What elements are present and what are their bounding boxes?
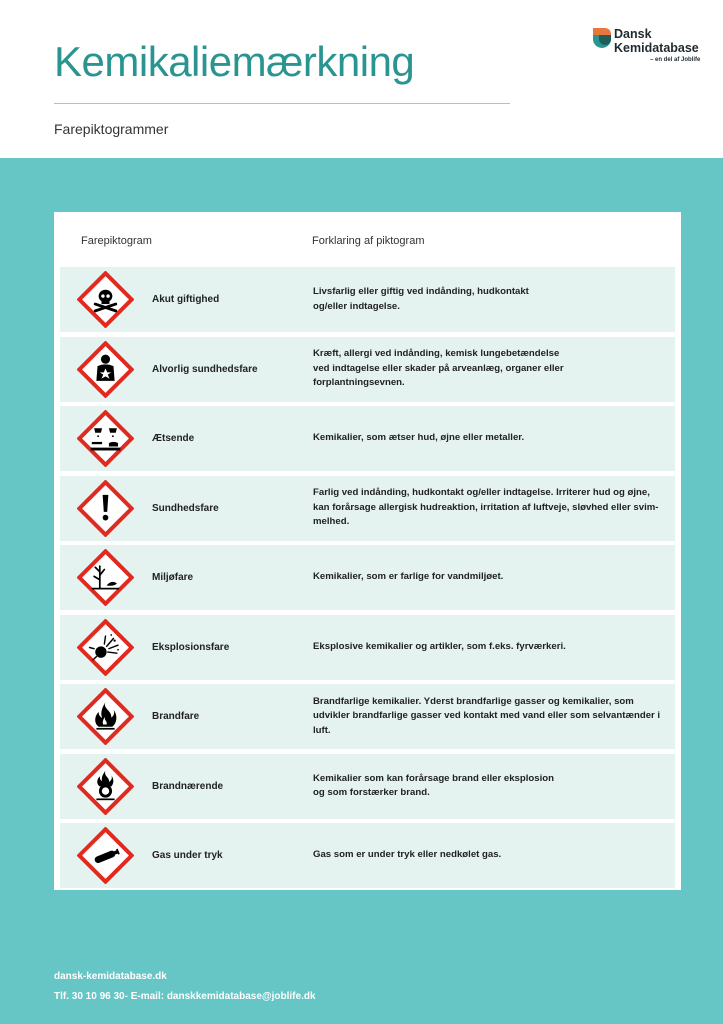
table-row	[60, 684, 675, 749]
hazard-description: Eksplosive kemikalier og artikler, som f.eks. fyrværkeri.	[313, 640, 566, 652]
column-header-explanation: Forklaring af piktogram	[312, 235, 425, 247]
environment-icon	[77, 549, 134, 606]
logo-tagline: – en del af Joblife	[650, 57, 701, 63]
hazard-name: Brandfare	[152, 711, 200, 722]
exploding-bomb-icon	[77, 619, 134, 676]
column-header-pictogram: Farepiktogram	[81, 235, 152, 247]
hazard-description: Kemikalier, som er farlige for vandmiljøet.	[313, 571, 504, 583]
hazard-description: Gas som er under tryk eller nedkølet gas.	[313, 849, 502, 861]
health-hazard-icon	[77, 341, 134, 398]
hazard-name: Gas under tryk	[152, 850, 223, 861]
exclamation-mark-icon	[77, 480, 134, 537]
hazard-description: Kemikalier som kan forårsage brand eller eksplosion og som forstærker brand.	[313, 772, 555, 798]
logo-text-line2: Kemidatabase	[614, 41, 699, 55]
table-row	[60, 615, 675, 680]
hazard-name: Eksplosionsfare	[152, 641, 230, 653]
hazard-description: Brandfarlige kemikalier. Yderst brandfarlige gasser og kemikalier, som udvikler brandfarlige gasser ved kontakt med vand eller som selvantænder i luft.	[313, 695, 661, 736]
skull-crossbones-icon	[77, 271, 134, 328]
logo-mark-icon	[590, 26, 612, 50]
page-footer	[54, 967, 316, 1007]
table-row	[60, 406, 675, 471]
logo-text-line1: Dansk	[614, 27, 652, 41]
table-row	[60, 337, 675, 402]
hazard-name: Miljøfare	[152, 572, 194, 583]
hazard-description: Kræft, allergi ved indånding, kemisk lungebetændelse ved indtagelse eller skader på arveanlæg, organer eller forplantningsevnen.	[313, 348, 564, 389]
hazard-name: Akut giftighed	[152, 294, 220, 305]
website-link[interactable]: dansk-kemidatabase.dk	[54, 971, 167, 982]
hazard-name: Ætsende	[152, 433, 195, 444]
hazard-description: Livsfarlig eller giftig ved indånding, hudkontakt og/eller indtagelse.	[313, 286, 529, 312]
flame-over-circle-icon	[77, 758, 134, 815]
hazard-name: Sundhedsfare	[152, 502, 219, 514]
page-subtitle: Farepiktogrammer	[54, 121, 169, 137]
table-row	[60, 545, 675, 610]
table-row	[60, 823, 675, 888]
corrosion-icon	[77, 410, 134, 467]
flame-icon	[77, 688, 134, 745]
hazard-description: Kemikalier, som ætser hud, øjne eller metaller.	[313, 432, 525, 444]
hazard-description: Farlig ved indånding, hudkontakt og/eller indtagelse. Irriterer hud og øjne, kan forårsage allergisk hudreaktion, irritation af luftveje, sløvhed eller svim- melhed.	[313, 487, 659, 528]
table-row	[60, 754, 675, 819]
gas-cylinder-icon	[77, 827, 134, 884]
hazard-name: Alvorlig sundhedsfare	[152, 363, 258, 375]
table-row	[60, 476, 675, 541]
brand-logo[interactable]	[590, 26, 710, 70]
table-rows	[60, 267, 675, 893]
hazard-name: Brandnærende	[152, 780, 224, 792]
table-row	[60, 267, 675, 332]
pictogram-table	[54, 212, 681, 890]
title-divider	[54, 103, 510, 104]
page-header	[0, 0, 723, 158]
contact-info: Tlf. 30 10 96 30- E-mail: danskkemidatabase@joblife.dk	[54, 991, 316, 1002]
page-title: Kemikaliemærkning	[54, 38, 415, 85]
